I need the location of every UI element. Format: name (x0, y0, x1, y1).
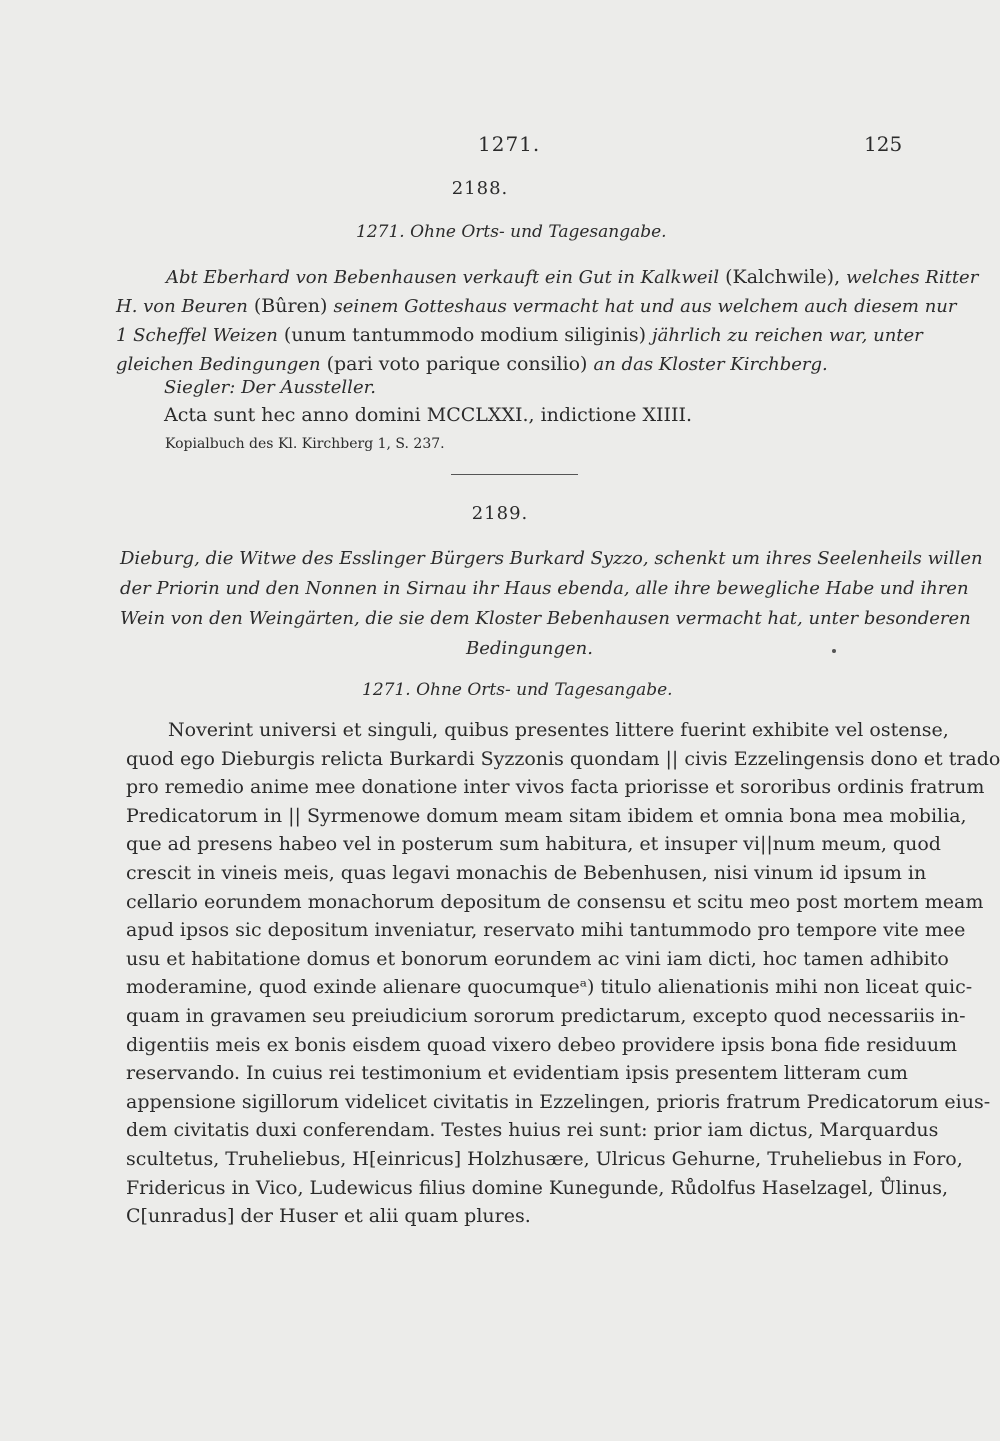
summary-segment: an das Kloster Kirchberg. (593, 354, 828, 375)
summary-segment: 1 Scheffel Weizen (116, 325, 278, 346)
summary-segment: (pari voto parique consilio) (320, 353, 594, 375)
summary-segment: (unum tantummodo modium siliginis) (277, 324, 653, 346)
body-line: quam in gravamen seu preiudicium sororum predictarum, excepto quod necessariis in- (126, 1005, 966, 1027)
summary-segment: seinem Gotteshaus vermacht hat und aus welchem auch diesem nur (333, 296, 957, 317)
body-line: que ad presens habeo vel in posterum sum habitura, et insuper vi||num meum, quod (126, 833, 941, 856)
acta-line: Acta sunt hec anno domini MCCLXXI., indictione XIIII. (164, 404, 693, 426)
summary-segment: welches Ritter (846, 267, 979, 288)
summary-line (116, 292, 957, 321)
source-reference: Kopialbuch des Kl. Kirchberg 1, S. 237. (165, 436, 445, 452)
document-date: 1271. Ohne Orts- und Tagesangabe. (356, 222, 667, 242)
document-number: 2188. (451, 178, 509, 199)
summary-line: der Priorin und den Nonnen in Sirnau ihr Haus ebenda, alle ihre bewegliche Habe und ihren (120, 578, 969, 599)
body-line: digentiis meis ex bonis eisdem quoad vixero debeo providere ipsis bona fide residuum (126, 1033, 958, 1056)
running-header-year: 1271. (478, 132, 541, 156)
document-date: 1271. Ohne Orts- und Tagesangabe. (362, 680, 673, 700)
body-line: apud ipsos sic depositum inveniatur, reservato mihi tantummodo pro tempore vite mee (126, 919, 966, 942)
body-line: dem civitatis duxi conferendam. Testes huius rei sunt: prior iam dictus, Marquardus (126, 1119, 939, 1142)
body-line: crescit in vineis meis, quas legavi monachis de Bebenhusen, nisi vinum id ipsum in (126, 862, 927, 884)
body-line: pro remedio anime mee donatione inter vivos facta priorisse et sororibus ordinis fratrum (126, 776, 985, 799)
body-line: Predicatorum in || Syrmenowe domum meam sitam ibidem et omnia bona mea mobilia, (126, 804, 967, 827)
summary-segment: gleichen Bedingungen (116, 354, 321, 375)
body-line: appensione sigillorum videlicet civitatis in Ezzelingen, prioris fratrum Predicatorum eius- (126, 1090, 991, 1113)
summary-line (166, 263, 978, 292)
section-divider (451, 474, 578, 475)
document-number: 2189. (471, 503, 529, 524)
summary-line: Dieburg, die Witwe des Esslinger Bürgers Burkard Syzzo, schenkt um ihres Seelenheils willen (120, 548, 983, 569)
summary-segment: Abt Eberhard von Bebenhausen verkauft ein Gut in Kalkweil (166, 267, 720, 288)
body-line: Fridericus in Vico, Ludewicus filius domine Kunegunde, Růdolfus Haselzagel, Ůlinus, (126, 1176, 949, 1199)
body-line: Noverint universi et singuli, quibus presentes littere fuerint exhibite vel ostense, (168, 719, 949, 741)
body-line: C[unradus] der Huser et alii quam plures. (126, 1205, 531, 1228)
summary-line: Wein von den Weingärten, die sie dem Kloster Bebenhausen vermacht hat, unter besonderen (120, 608, 971, 629)
body-line: reservando. In cuius rei testimonium et evidentiam ipsis presentem litteram cum (126, 1062, 908, 1085)
summary-segment: H. von Beuren (116, 296, 248, 317)
body-line: moderamine, quod exinde alienare quocumqueᵃ) titulo alienationis mihi non liceat quic- (126, 976, 973, 999)
page-number: 125 (864, 132, 903, 156)
sealer-line: Siegler: Der Aussteller. (164, 377, 376, 398)
body-line: usu et habitatione domus et bonorum eorundem ac vini iam dicti, hoc tamen adhibito (126, 947, 949, 970)
summary-segment: (Bûren) (247, 295, 334, 317)
body-line: quod ego Dieburgis relicta Burkardi Syzzonis quondam || civis Ezzelingensis dono et trado (126, 747, 1000, 770)
summary-line: Bedingungen. (466, 638, 593, 659)
body-line: cellario eorundem monachorum depositum de consensu et scitu meo post mortem meam (126, 890, 984, 913)
body-line: scultetus, Truheliebus, H[einricus] Holzhusære, Ulricus Gehurne, Truheliebus in Foro, (126, 1148, 963, 1170)
ink-speck (832, 649, 836, 653)
summary-line (116, 321, 923, 350)
summary-segment: jährlich zu reichen war, unter (652, 325, 923, 346)
summary-segment: (Kalchwile), (719, 266, 847, 288)
